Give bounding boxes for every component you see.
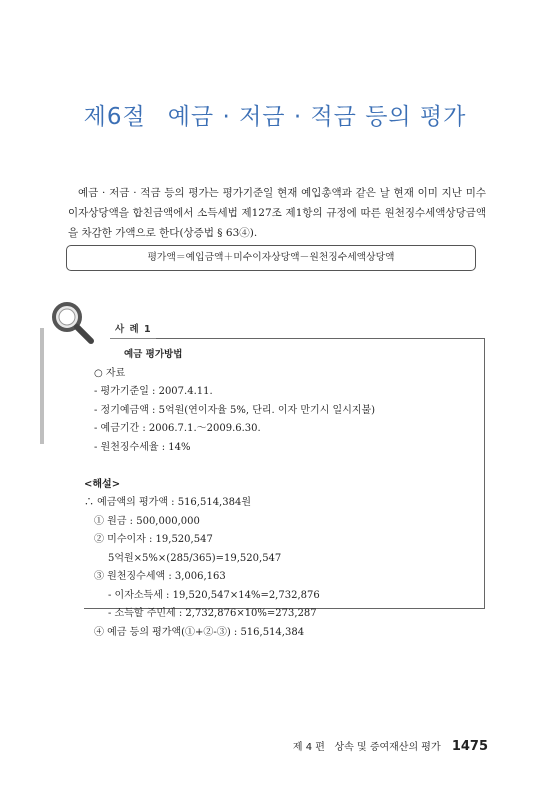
case-line xyxy=(84,457,464,476)
intro-paragraph: 예금 · 저금 · 적금 등의 평가는 평가기준일 현재 예입총액과 같은 날 현재 이미 지난 미수이자상당액을 합친금액에서 소득세법 제127조 제1항의 규정에 따른 원천징수세액상당금액을 차감한 가액으로 한다(상증법 § 63④). xyxy=(68,187,486,239)
case-line: - 원천징수세율 : 14% xyxy=(94,441,191,453)
case-line: - 예금기간 : 2006.7.1.～2009.6.30. xyxy=(94,423,261,434)
page-footer xyxy=(293,738,488,754)
case-line: - 정기예금액 : 5억원(연이자율 5%, 단리. 이자 만기시 일시지불) xyxy=(94,404,376,416)
case-line: ④ 예금 등의 평가액(①+②-③) : 516,514,384 xyxy=(94,626,305,638)
footer-section: 상속 및 증여재산의 평가 xyxy=(334,742,441,753)
case-line: ∴ 예금액의 평가액 : 516,514,384원 xyxy=(84,497,251,508)
footer-part: 제 4 편 xyxy=(292,742,325,753)
case-side-bar xyxy=(40,328,44,444)
case-line: <해설> xyxy=(84,478,121,490)
case-line: ② 미수이자 : 19,520,547 xyxy=(94,534,213,545)
case-line: ○ 자료 xyxy=(94,367,126,379)
case-line: - 이자소득세 : 19,520,547×14%=2,732,876 xyxy=(108,589,320,601)
case-subtitle: 예금 평가방법 xyxy=(124,349,183,360)
case-line: ① 원금 : 500,000,000 xyxy=(94,515,200,527)
chapter-number: 제6절 xyxy=(83,104,146,130)
case-line: 5억원×5%×(285/365)=19,520,547 xyxy=(108,552,282,564)
page-number: 1475 xyxy=(451,739,488,754)
case-line: - 소득할 주민세 : 2,732,876×10%=273,287 xyxy=(108,608,317,619)
case-lines xyxy=(84,365,464,643)
page-title xyxy=(0,98,550,131)
case-content xyxy=(84,346,464,642)
chapter-title: 예금 · 저금 · 적금 등의 평가 xyxy=(167,104,467,130)
case-line: ③ 원천징수세액 : 3,006,163 xyxy=(94,571,226,582)
case-label: 사 례 1 xyxy=(115,324,152,335)
formula-box: 평가액＝예입금액＋미수이자상당액－원천징수세액상당액 xyxy=(66,245,476,271)
case-line: - 평가기준일 : 2007.4.11. xyxy=(94,386,213,397)
